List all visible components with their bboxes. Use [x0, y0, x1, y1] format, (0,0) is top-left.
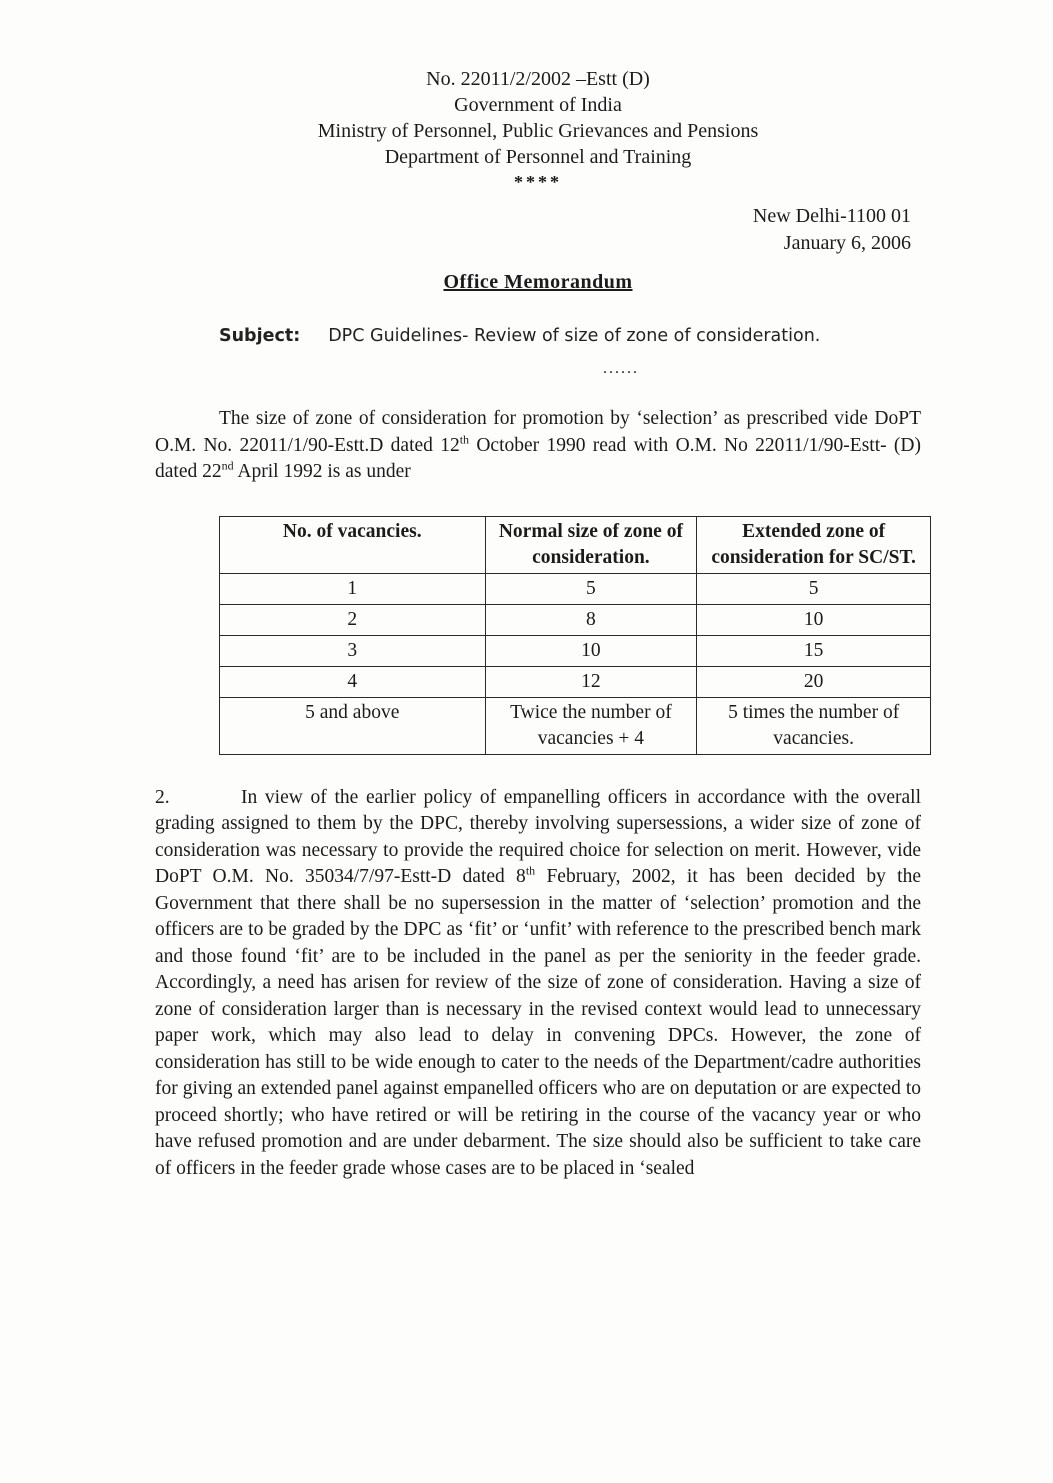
table-cell: 12 — [485, 666, 697, 697]
table-cell: 5 — [485, 573, 697, 604]
table-cell: 10 — [485, 635, 697, 666]
paragraph-2-text-1: In view of the earlier policy of empanelling officers in accordance with the overall grading assigned to them by the DPC, thereby involving supersessions, a wider size of zone of consideration was necessary to provide the required choice for selection on merit. However, vide DoPT O.M. No. 35034/7/97-Estt-D dated 8 — [155, 786, 921, 887]
document-content — [155, 66, 921, 1182]
subject-text: DPC Guidelines- Review of size of zone of consideration. — [328, 326, 821, 346]
separator-stars: **** — [514, 172, 562, 192]
table-cell: 2 — [220, 604, 486, 635]
table-cell: 4 — [220, 666, 486, 697]
paragraph-2-sup-1: th — [525, 863, 536, 878]
table-row — [220, 666, 931, 697]
paragraph-2-text-2: February, 2002, it has been decided by the Government that there shall be no supersession in the matter of ‘selection’ promotion and the officers are to be graded by the DPC as ‘fit’ or ‘unfit’ with reference to the prescribed bench mark and those found ‘fit’ are to be included in the panel as per the seniority in the feeder grade. Accordingly, a need has arisen for review of the size of zone of consideration. Having a size of zone of consideration larger than is necessary in the revised context would lead to unnecessary paper work, which may also lead to delay in convening DPCs. However, the zone of consideration has still to be wide enough to cater to the needs of the Department/cadre authorities for giving an extended panel against empanelled officers who are on deputation or are expected to proceed shortly; who have retired or will be retiring in the course of the vacancy year or who have refused promotion and are under debarment. The size should also be sufficient to take care of officers in the feeder grade whose cases are to be placed in ‘sealed — [155, 866, 921, 1179]
table-cell: 5 — [697, 573, 931, 604]
org-line-department: Department of Personnel and Training — [384, 146, 692, 168]
reference-number: No. 22011/2/2002 –Estt (D) — [426, 68, 650, 90]
zone-of-consideration-table — [219, 516, 931, 755]
table-cell: 8 — [485, 604, 697, 635]
table-header-normal-zone: Normal size of zone of consideration. — [485, 516, 697, 573]
paragraph-2 — [155, 785, 921, 1183]
subject-dots: ...... — [603, 360, 639, 377]
table-cell: 20 — [697, 666, 931, 697]
intro-text-2: October 1990 read with O.M. No 22011/1/90-Estt- (D) dated 22 — [155, 434, 921, 482]
table-cell: 15 — [697, 635, 931, 666]
subject-label: Subject: — [219, 326, 301, 346]
memo-title: Office Memorandum — [443, 271, 633, 293]
place-date-block — [155, 203, 921, 257]
org-line-ministry: Ministry of Personnel, Public Grievances and Pensions — [317, 120, 759, 142]
table-cell: 5 and above — [220, 697, 486, 754]
table-header-extended-zone: Extended zone of consideration for SC/ST. — [697, 516, 931, 573]
table-row — [220, 635, 931, 666]
table-cell: 3 — [220, 635, 486, 666]
paragraph-2-number: 2. — [155, 786, 170, 808]
date-line: January 6, 2006 — [783, 232, 911, 254]
table-cell: 1 — [220, 573, 486, 604]
intro-sup-1: th — [459, 432, 470, 446]
intro-sup-2: nd — [221, 458, 234, 473]
intro-text-1: The size of zone of consideration for promotion by ‘selection’ as prescribed vide DoPT O.M. No. 22011/1/90-Estt.D dated 12 — [155, 408, 921, 456]
subject-row — [155, 326, 921, 346]
place-line: New Delhi-1100 01 — [752, 205, 911, 227]
table-row — [220, 604, 931, 635]
table-cell: 5 times the number of vacancies. — [697, 697, 931, 754]
table-cell: Twice the number of vacancies + 4 — [485, 697, 697, 754]
table-header-row — [220, 516, 931, 573]
org-line-government: Government of India — [454, 94, 622, 116]
intro-paragraph — [155, 406, 921, 486]
table-cell: 10 — [697, 604, 931, 635]
table-row — [220, 573, 931, 604]
table-header-vacancies: No. of vacancies. — [220, 516, 486, 573]
table-row — [220, 697, 931, 754]
intro-text-3: April 1992 is as under — [233, 461, 411, 482]
